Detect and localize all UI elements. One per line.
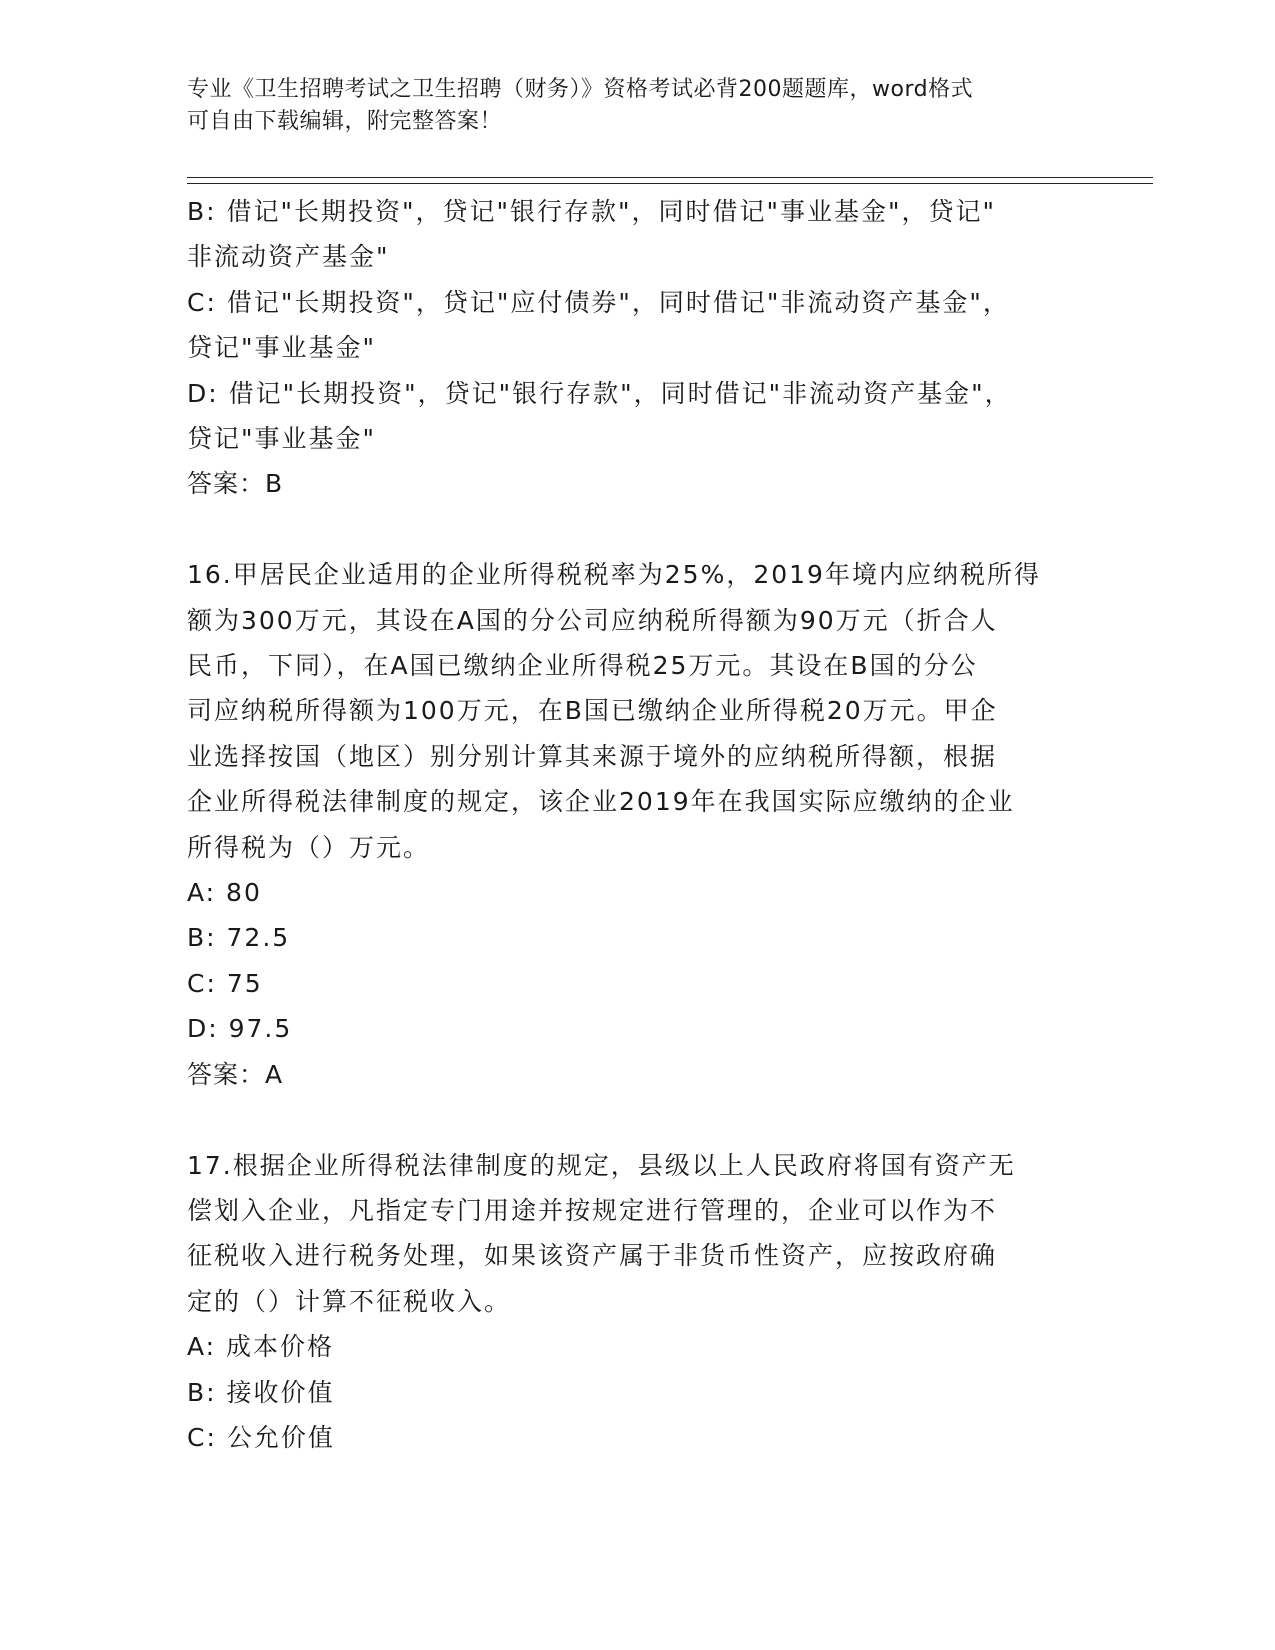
q16-answer: 答案：A	[187, 1059, 284, 1089]
q15-option-b-line-1: B: 借记"长期投资"，贷记"银行存款"，同时借记"事业基金"，贷记"	[187, 197, 997, 226]
q16-stem-line: 业选择按国（地区）别分别计算其来源于境外的应纳税所得额，根据	[187, 741, 998, 771]
question-spacer	[187, 507, 1087, 552]
question-15-continued	[187, 189, 1087, 507]
q16-stem-line: 司应纳税所得额为100万元，在B国已缴纳企业所得税20万元。甲企	[187, 696, 998, 726]
q15-option-d-line-2: 贷记"事业基金"	[187, 424, 376, 454]
q15-answer: 答案：B	[187, 469, 284, 499]
q16-stem-line: 民币，下同），在A国已缴纳企业所得税25万元。其设在B国的分公	[187, 651, 978, 681]
q15-option-d-line-1: D: 借记"长期投资"，贷记"银行存款"，同时借记"非流动资产基金"，	[187, 378, 1012, 408]
q16-option-d: D: 97.5	[187, 1014, 293, 1044]
header-divider-bottom	[187, 183, 1153, 184]
q15-option-c-line-2: 贷记"事业基金"	[187, 333, 376, 363]
header-line-1: 专业《卫生招聘考试之卫生招聘（财务）》资格考试必背200题题库，word格式	[187, 77, 974, 102]
q17-option-c: C: 公允价值	[187, 1422, 335, 1452]
q16-stem-line: 所得税为（）万元。	[187, 832, 431, 862]
document-body	[187, 189, 1087, 1460]
q17-option-a: A: 成本价格	[187, 1332, 335, 1362]
header-line-2: 可自由下载编辑，附完整答案！	[187, 109, 503, 134]
q15-option-b-line-2: 非流动资产基金"	[187, 242, 390, 272]
q16-stem-line: 额为300万元，其设在A国的分公司应纳税所得额为90万元（折合人	[187, 605, 998, 635]
document-header	[187, 74, 1087, 138]
q17-stem-line: 偿划入企业，凡指定专门用途并按规定进行管理的，企业可以作为不	[187, 1195, 998, 1225]
q16-option-b: B: 72.5	[187, 923, 291, 953]
q16-option-c: C: 75	[187, 968, 263, 998]
q17-stem-line: 17.根据企业所得税法律制度的规定，县级以上人民政府将国有资产无	[187, 1150, 1016, 1180]
question-16	[187, 552, 1087, 1097]
q17-stem-line: 定的（）计算不征税收入。	[187, 1286, 512, 1316]
question-spacer	[187, 1097, 1087, 1142]
q15-option-c-line-1: C: 借记"长期投资"，贷记"应付债券"，同时借记"非流动资产基金"，	[187, 287, 1010, 317]
q16-stem-line: 企业所得税法律制度的规定，该企业2019年在我国实际应缴纳的企业	[187, 787, 1015, 817]
q16-option-a: A: 80	[187, 878, 262, 908]
q17-option-b: B: 接收价值	[187, 1377, 335, 1407]
question-17	[187, 1143, 1087, 1461]
q17-stem-line: 征税收入进行税务处理，如果该资产属于非货币性资产，应按政府确	[187, 1241, 998, 1271]
header-divider-top	[187, 177, 1153, 178]
q16-stem-line: 16.甲居民企业适用的企业所得税税率为25%，2019年境内应纳税所得	[187, 560, 1041, 590]
